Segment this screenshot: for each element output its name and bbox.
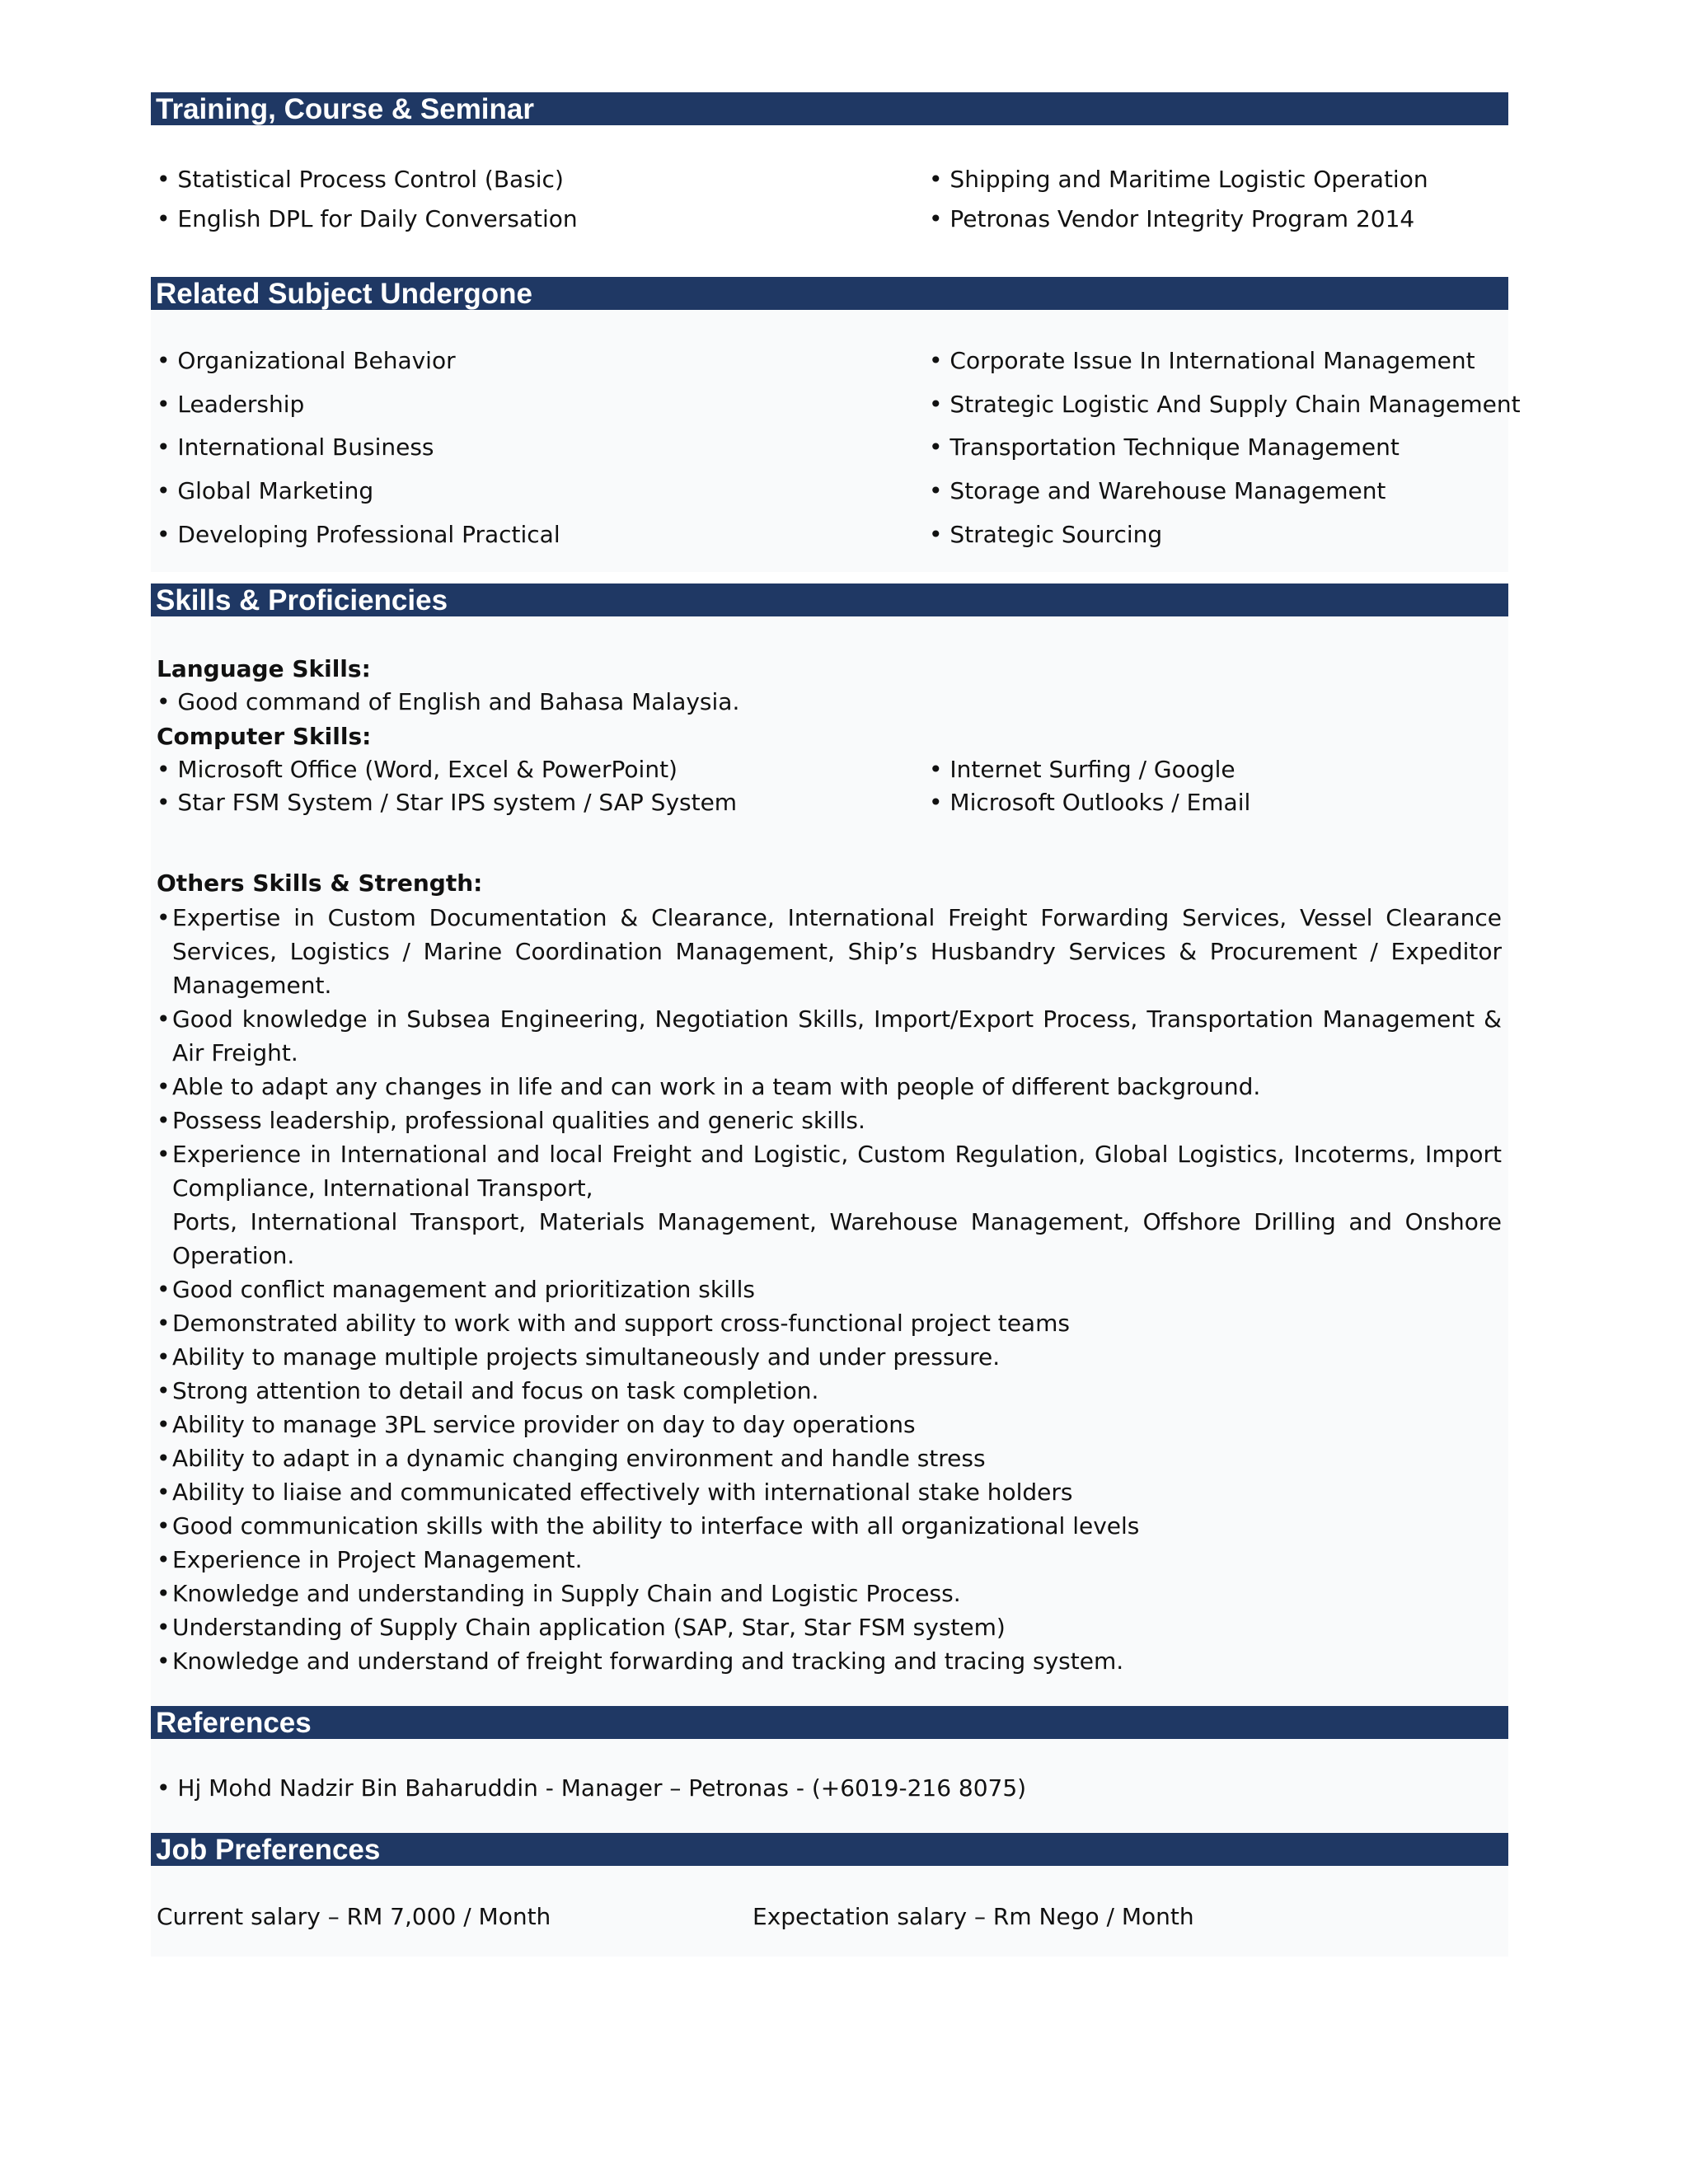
training-item: • Shipping and Maritime Logistic Operation (929, 163, 1428, 196)
skill-item: • Ability to manage multiple projects simultaneously and under pressure. (157, 1343, 1001, 1371)
subject-item: • International Business (157, 431, 434, 464)
skills-heading: Skills & Proficiencies (156, 584, 448, 616)
skill-item: • Expertise in Custom Documentation & Clearance, International Freight Forwarding Services, Vessel Clearance Services, Logistics / Marine Coordination Management, Ship’s Husbandry Services & Procurement / Expeditor Management. (157, 904, 1502, 999)
skill-item: • Knowledge and understanding in Supply Chain and Logistic Process. (157, 1580, 961, 1607)
skill-item: • Good conflict management and prioritization skills (157, 1276, 755, 1303)
subject-item: • Organizational Behavior (157, 344, 456, 377)
subject-item: • Corporate Issue In International Management (929, 344, 1475, 377)
reference-item: • Hj Mohd Nadzir Bin Baharuddin - Manager – Petronas - (+6019-216 8075) (157, 1772, 1026, 1805)
skill-item: • Understanding of Supply Chain application (SAP, Star, Star FSM system) (157, 1614, 1006, 1641)
skill-item: • Ability to liaise and communicated effectively with international stake holders (157, 1479, 1073, 1506)
skill-item: • Experience in International and local Freight and Logistic, Custom Regulation, Global Logistics, Incoterms, Import Compliance, International Transport, (157, 1141, 1502, 1202)
skill-item: • Good knowledge in Subsea Engineering, Negotiation Skills, Import/Export Process, Transportation Management & Air Freight. (157, 1005, 1502, 1066)
subject-item: • Leadership (157, 388, 304, 421)
subjects-heading-band (151, 277, 1508, 310)
subject-item: • Strategic Logistic And Supply Chain Management (929, 388, 1521, 421)
subject-item: • Storage and Warehouse Management (929, 475, 1386, 508)
computer-skills-label: Computer Skills: (157, 723, 372, 750)
job-heading: Job Preferences (156, 1834, 381, 1866)
current-salary: Current salary – RM 7,000 / Month (157, 1903, 551, 1930)
training-item: • Statistical Process Control (Basic) (157, 163, 564, 196)
subject-item: • Transportation Technique Management (929, 431, 1400, 464)
skills-heading-band (151, 583, 1508, 616)
others-skills-list (157, 901, 1502, 1678)
skill-item-continuation: Ports, International Transport, Materials Management, Warehouse Management, Offshore Drilling and Onshore Operation. (172, 1208, 1502, 1269)
computer-skill-item: • Microsoft Outlooks / Email (929, 786, 1250, 819)
skill-item: • Knowledge and understand of freight forwarding and tracking and tracing system. (157, 1647, 1124, 1675)
subject-item: • Global Marketing (157, 475, 373, 508)
skill-item: • Strong attention to detail and focus on task completion. (157, 1377, 819, 1404)
subject-item: • Developing Professional Practical (157, 518, 560, 551)
references-heading: References (156, 1707, 312, 1739)
computer-skill-item: • Star FSM System / Star IPS system / SAP System (157, 786, 737, 819)
skill-item: • Possess leadership, professional qualities and generic skills. (157, 1107, 865, 1134)
training-item: • English DPL for Daily Conversation (157, 203, 578, 236)
skill-item: • Ability to manage 3PL service provider on day to day operations (157, 1411, 916, 1438)
subjects-heading: Related Subject Undergone (156, 278, 533, 310)
others-skills-label: Others Skills & Strength: (157, 869, 483, 897)
skill-item: • Experience in Project Management. (157, 1546, 583, 1573)
skill-item: • Demonstrated ability to work with and support cross-functional project teams (157, 1310, 1070, 1337)
language-skills-label: Language Skills: (157, 655, 371, 682)
training-heading: Training, Course & Seminar (156, 93, 534, 125)
job-heading-band (151, 1833, 1508, 1866)
skill-item: • Ability to adapt in a dynamic changing environment and handle stress (157, 1445, 986, 1472)
computer-skill-item: • Internet Surfing / Google (929, 753, 1236, 786)
training-heading-band (151, 92, 1508, 125)
expected-salary: Expectation salary – Rm Nego / Month (753, 1903, 1194, 1930)
language-skill-item: • Good command of English and Bahasa Malaysia. (157, 686, 739, 719)
training-item: • Petronas Vendor Integrity Program 2014 (929, 203, 1414, 236)
skill-item: • Able to adapt any changes in life and can work in a team with people of different background. (157, 1073, 1261, 1100)
skill-item: • Good communication skills with the ability to interface with all organizational levels (157, 1512, 1140, 1540)
computer-skill-item: • Microsoft Office (Word, Excel & PowerPoint) (157, 753, 678, 786)
subject-item: • Strategic Sourcing (929, 518, 1162, 551)
references-heading-band (151, 1706, 1508, 1739)
